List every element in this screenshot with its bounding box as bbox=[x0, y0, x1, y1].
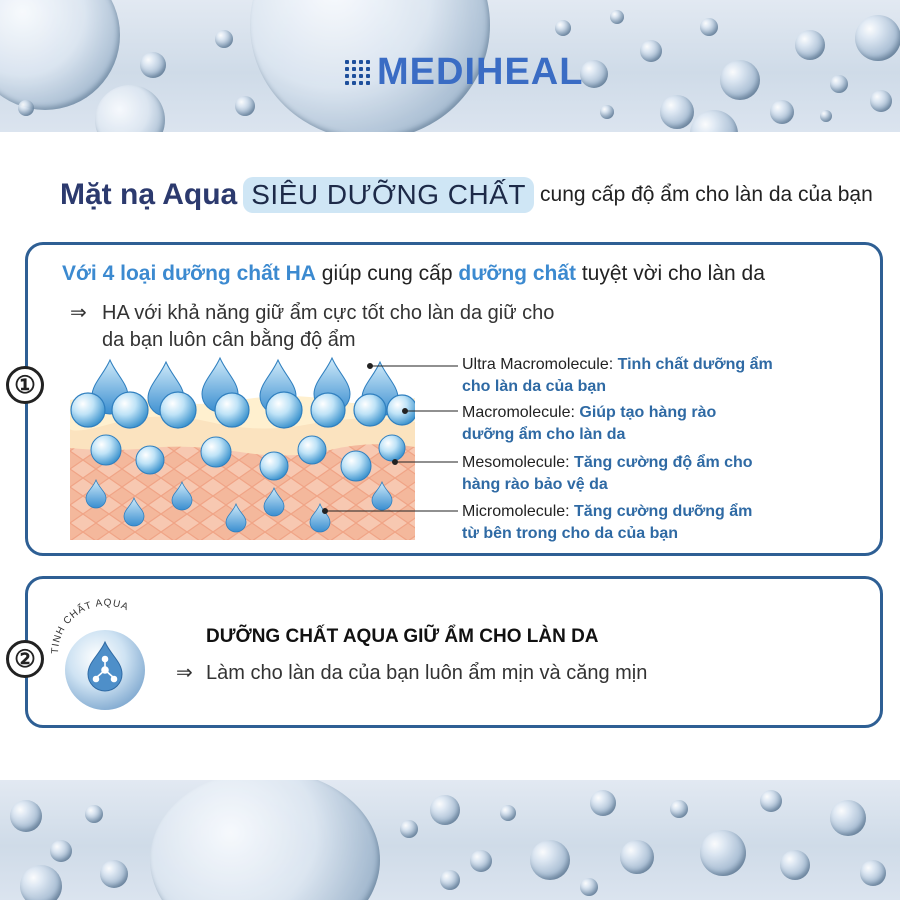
label-desc-line2: hàng rào bảo vệ da bbox=[462, 476, 608, 493]
label-ultra-macromolecule bbox=[462, 354, 773, 398]
double-arrow-icon: ⇒ bbox=[176, 662, 193, 684]
double-arrow-icon: ⇒ bbox=[70, 302, 87, 324]
subtitle-line-1: HA với khả năng giữ ẩm cực tốt cho làn da giữ cho bbox=[102, 302, 555, 324]
label-desc-line2: cho làn da của bạn bbox=[462, 378, 607, 395]
subtitle-text: Làm cho làn da của bạn luôn ẩm mịn và căng mịn bbox=[206, 662, 648, 684]
label-macromolecule bbox=[462, 402, 716, 446]
label-name: Macromolecule: bbox=[462, 404, 580, 421]
label-desc: Tinh chất dưỡng ẩm bbox=[617, 356, 773, 373]
title-end: tuyệt vời cho làn da bbox=[576, 262, 765, 285]
section-2-subtitle bbox=[176, 660, 647, 685]
headline-tagline: cung cấp độ ẩm cho làn da của bạn bbox=[540, 183, 873, 206]
label-desc: Giúp tạo hàng rào bbox=[579, 404, 717, 421]
badge-arc-text: TINH CHẤT AQUA bbox=[49, 597, 131, 655]
section-2-number: ② bbox=[6, 640, 44, 678]
label-name: Mesomolecule: bbox=[462, 454, 575, 471]
section-2-title: DƯỠNG CHẤT AQUA GIỮ ẨM CHO LÀN DA bbox=[206, 626, 599, 647]
label-desc: Tăng cường dưỡng ẩm bbox=[574, 503, 753, 520]
label-desc-line2: từ bên trong cho da của bạn bbox=[462, 525, 679, 542]
section-1-number: ① bbox=[6, 366, 44, 404]
label-desc: Tăng cường độ ẩm cho bbox=[574, 454, 753, 471]
label-mesomolecule bbox=[462, 452, 753, 496]
label-micromolecule bbox=[462, 501, 752, 545]
molecule-drop-icon bbox=[40, 592, 170, 712]
headline-highlight: SIÊU DƯỠNG CHẤT bbox=[243, 177, 534, 213]
label-name: Micromolecule: bbox=[462, 503, 575, 520]
title-middle: giúp cung cấp bbox=[315, 262, 459, 285]
title-emphasis-1: Với 4 loại dưỡng chất HA bbox=[62, 262, 316, 285]
headline-product: Mặt nạ Aqua bbox=[60, 178, 238, 211]
label-desc-line2: dưỡng ẩm cho làn da bbox=[462, 426, 626, 443]
title-emphasis-2: dưỡng chất bbox=[458, 262, 577, 285]
brand-name: MEDIHEAL bbox=[377, 51, 584, 93]
subtitle-line-2: da bạn luôn cân bằng độ ẩm bbox=[102, 329, 356, 351]
bottom-water-background bbox=[0, 780, 900, 900]
label-name: Ultra Macromolecule: bbox=[462, 356, 618, 373]
